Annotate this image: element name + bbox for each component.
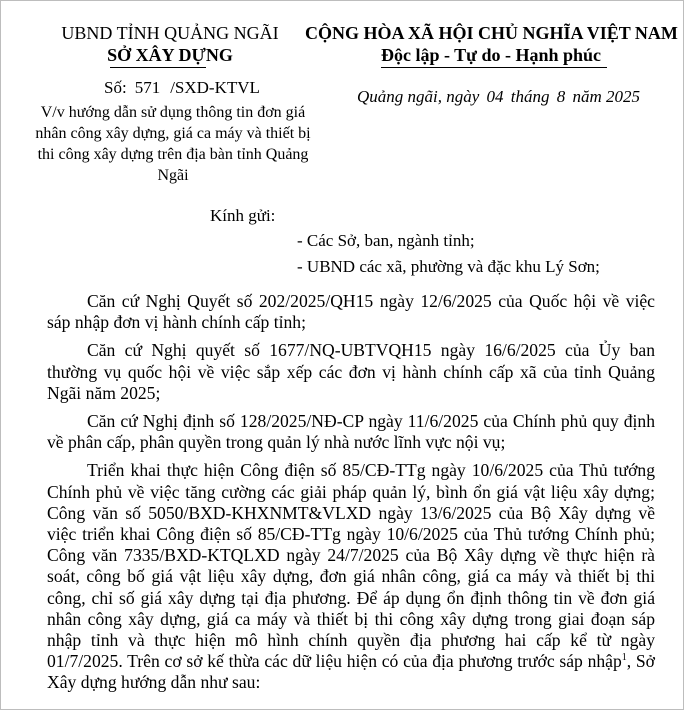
document-number <box>104 78 260 98</box>
date-month: 8 <box>556 87 566 106</box>
body-paragraph: Căn cứ Nghị quyết số 1677/NQ-UBTVQH15 ngày 16/6/2025 của Ủy ban thường vụ quốc hội về việc sắp xếp các đơn vị hành chính cấp xã của tỉnh Quảng Ngãi năm 2025; <box>47 340 655 403</box>
footnote-ref[interactable]: 1 <box>621 652 627 664</box>
body-paragraph <box>47 460 655 693</box>
national-motto: Độc lập - Tự do - Hạnh phúc <box>380 45 602 65</box>
recipient-item: - Các Sở, ban, ngành tỉnh; <box>297 231 475 250</box>
issuing-agency <box>40 22 300 66</box>
document-subject: V/v hướng dẫn sử dụng thông tin đơn giá nhân công xây dựng, giá ca máy và thiết bị thi công xây dựng trên địa bàn tỉnh Quảng Ngãi <box>35 104 311 184</box>
body-paragraph: Căn cứ Nghị định số 128/2025/NĐ-CP ngày 11/6/2025 của Chính phủ quy định về phân cấp, phân quyền trong quản lý nhà nước lĩnh vực nội vụ; <box>47 411 655 453</box>
body-paragraph: Căn cứ Nghị Quyết số 202/2025/QH15 ngày 12/6/2025 của Quốc hội về việc sáp nhập đơn vị hành chính cấp tỉnh; <box>47 291 655 333</box>
motto-underline <box>381 67 607 68</box>
number-suffix: /SXD-KTVL <box>170 78 260 97</box>
date-year: năm 2025 <box>572 87 641 106</box>
place-date <box>357 87 640 107</box>
number-value: 571 <box>134 78 161 97</box>
country-name: CỘNG HÒA XÃ HỘI CHỦ NGHĨA VIỆT NAM <box>305 23 678 43</box>
agency-department: SỞ XÂY DỰNG <box>107 45 233 65</box>
paragraph-text: Triển khai thực hiện Công điện số 85/CĐ-TTg ngày 10/6/2025 của Thủ tướng Chính phủ về việc tăng cường các giải pháp quản lý, bình ổn giá vật liệu xây dựng; Công văn số 5050/BXD-KHXNMT&VLXD ngày 13/6/2025 của Bộ Xây dựng về việc triển khai Công điện số 85/CĐ-TTg ngày 10/6/2025 của Thủ tướng Chính phủ; Công văn 7335/BXD-KTQLXD ngày 24/7/2025 của Bộ Xây dựng về thực hiện rà soát, công bố giá vật liệu xây dựng, đơn giá nhân công, giá ca máy và thiết bị thi công, chỉ số giá xây dựng tại địa phương. Để áp dụng ổn định thông tin về đơn giá nhân công xây dựng, giá ca máy và thiết bị thi công xây dựng trong giai đoạn sáp nhập tỉnh và thực hiện mô hình chính quyền địa phương hai cấp kể từ ngày 01/7/2025. Trên cơ sở kế thừa các dữ liệu hiện có của địa phương trước sáp nhập <box>47 460 655 672</box>
date-day: 04 <box>486 87 504 106</box>
recipient-item: - UBND các xã, phường và đặc khu Lý Sơn; <box>297 257 600 276</box>
agency-province: UBND TỈNH QUẢNG NGÃI <box>61 23 279 43</box>
document-body <box>47 291 655 701</box>
number-prefix: Số: <box>104 78 127 97</box>
national-heading <box>305 22 677 66</box>
agency-underline <box>110 67 206 68</box>
month-word: tháng <box>510 87 550 106</box>
recipients-greeting: Kính gửi: <box>210 206 276 225</box>
paragraph-tail: , Sở Xây dựng hướng dẫn như sau: <box>47 651 655 693</box>
place-prefix: Quảng ngãi, ngày <box>357 87 480 106</box>
